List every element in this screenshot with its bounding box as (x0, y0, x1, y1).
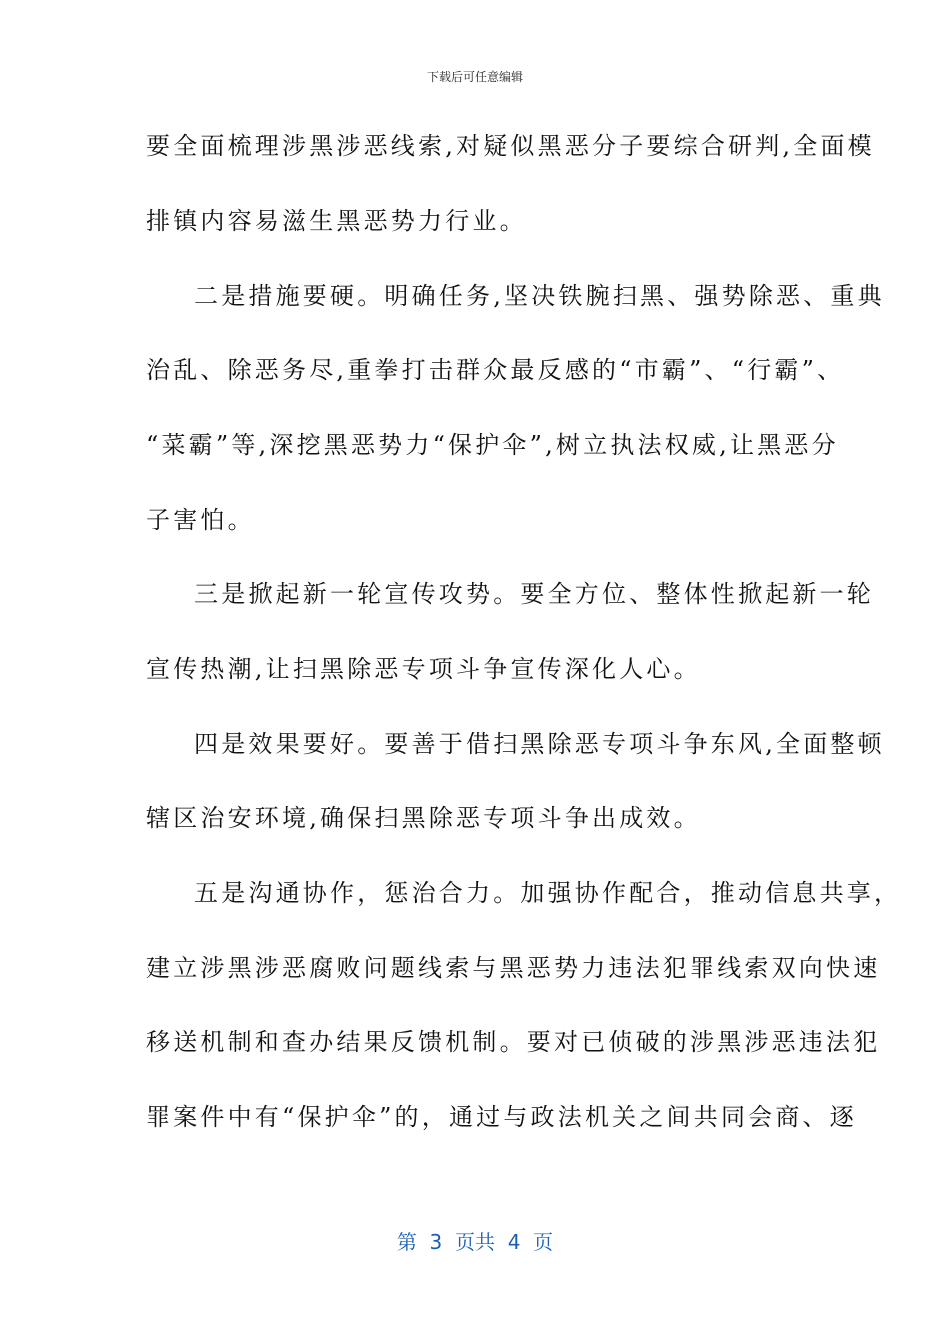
paragraph-start-line: 五是沟通协作，惩治合力。加强协作配合，推动信息共享， (194, 879, 902, 907)
text-line: 罪案件中有“保护伞”的，通过与政法机关之间共同会商、逐 (146, 1103, 857, 1131)
page-header: 下载后可任意编辑 (426, 70, 523, 84)
text-line: 子害怕。 (146, 506, 255, 534)
paragraph-start-line: 三是掀起新一轮宣传攻势。要全方位、整体性掀起新一轮 (194, 580, 874, 608)
page-number-footer: 第 3 页共 4 页 (396, 1230, 554, 1254)
text-line: 移送机制和查办结果反馈机制。要对已侦破的涉黑涉恶违法犯 (146, 1028, 881, 1056)
text-line: 排镇内容易滋生黑恶势力行业。 (146, 207, 527, 235)
paragraph-start-line: 二是措施要硬。明确任务,坚决铁腕扫黑、强势除恶、重典 (194, 282, 885, 310)
text-line: 辖区治安环境,确保扫黑除恶专项斗争出成效。 (146, 804, 701, 832)
paragraph-start-line: 四是效果要好。要善于借扫黑除恶专项斗争东风,全面整顿 (194, 730, 885, 758)
text-line: 宣传热潮,让扫黑除恶专项斗争宣传深化人心。 (146, 655, 701, 683)
text-line: 建立涉黑涉恶腐败问题线索与黑恶势力违法犯罪线索双向快速 (146, 954, 881, 982)
text-line: 治乱、除恶务尽,重拳打击群众最反感的“市霸”、“行霸”、 (146, 356, 845, 384)
text-line: “菜霸”等,深挖黑恶势力“保护伞”,树立执法权威,让黑恶分 (146, 431, 839, 459)
text-line: 要全面梳理涉黑涉恶线索,对疑似黑恶分子要综合研判,全面模 (146, 132, 875, 160)
